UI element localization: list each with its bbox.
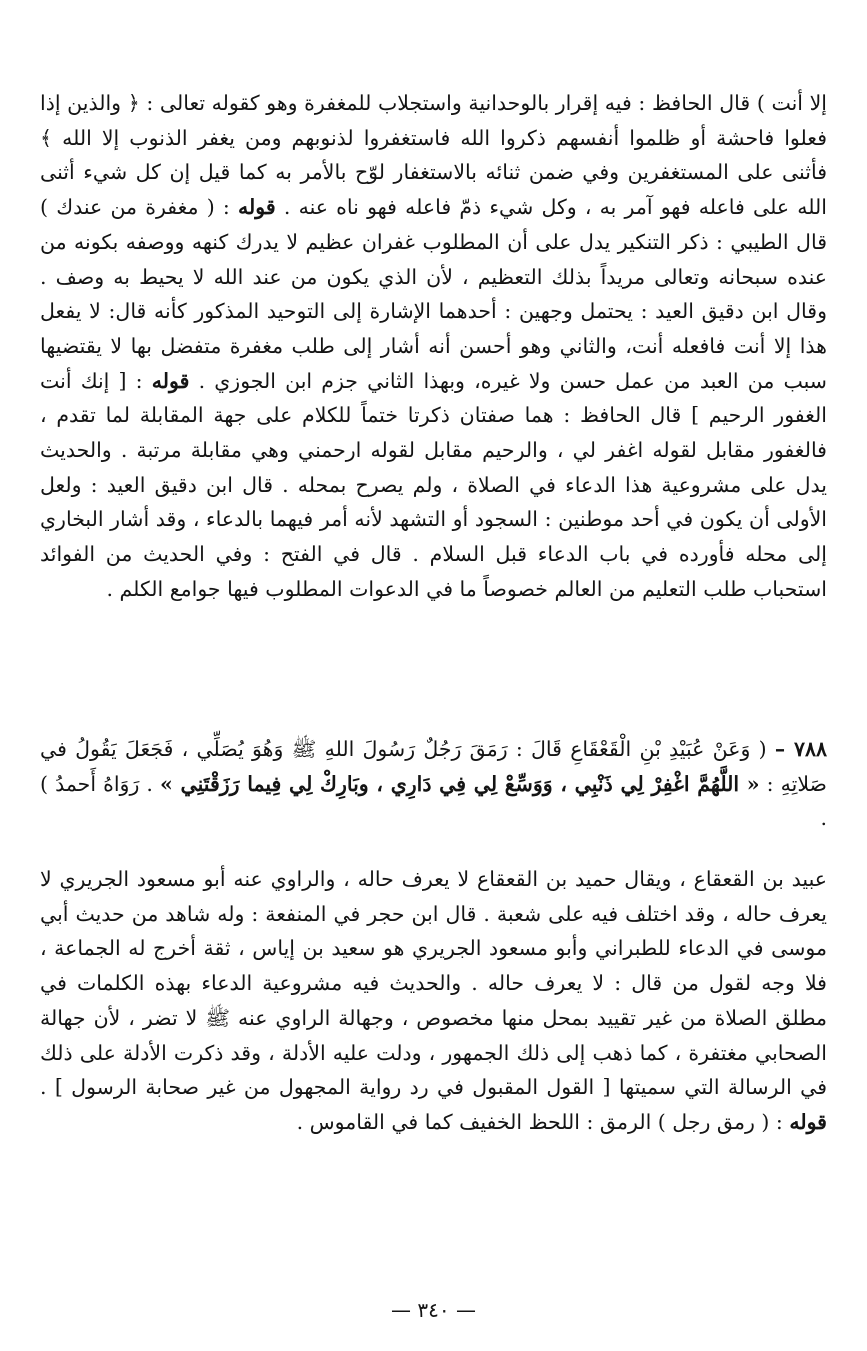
commentary-top xyxy=(40,86,827,607)
commentary-text: إلا أنت ) قال الحافظ : فيه إقرار بالوحدانية واستجلاب للمغفرة وهو كقوله تعالى : ﴿ والذين إذا فعلوا فاحشة أو ظلموا أنفسهم ذكروا الله فاستغفروا لذنوبهم ومن يغفر الذنوب إلا الله ﴾ فأثنى على المستغفرين وفي ضمن ثنائه بالاستغفار لوّح بالأمر به كما قيل إن كل شيء أثنى الله على فاعله فهو آمر به ، وكل شيء ذمّ فاعله فهو ناه عنه . xyxy=(40,91,828,220)
hadith-intro: ( وَعَنْ عُبَيْدِ بْنِ الْقَعْقَاعِ قَالَ : رَمَقَ رَجُلٌ رَسُولَ اللهِ ﷺ وَهُوَ يُصَلِّي ، فَجَعَلَ يَقُولُ في صَلاتِهِ : xyxy=(40,737,827,796)
keyword-qawluhu: قوله xyxy=(238,195,276,220)
commentary-text: : ( رمق رجل ) الرمق : اللحظ الخفيف كما في القاموس . xyxy=(296,1109,783,1134)
keyword-qawluhu: قوله xyxy=(151,368,190,393)
hadith-supplication: « اللَّهُمَّ اغْفِرْ لِي ذَنْبِي ، وَوَسِّعْ لِي فِي دَارِي ، وبَارِكْ لِي فِيما رَزَقْتَنِي » xyxy=(160,771,760,796)
page-number: — ٣٤٠ — xyxy=(391,1298,476,1322)
commentary-bottom xyxy=(40,862,827,1140)
commentary-text: عبيد بن القعقاع ، ويقال حميد بن القعقاع لا يعرف حاله ، والراوي عنه أبو مسعود الجريري لا يعرف حاله ، وقد اختلف فيه على شعبة . قال ابن حجر في المنفعة : وله شاهد من حديث أبي موسى في الدعاء للطبراني وأبو مسعود الجريري هو سعيد بن إياس ، ثقة أخرج له الجماعة ، فلا وجه لقول من قال : لا يعرف حاله . والحديث فيه مشروعية الدعاء بهذه الكلمات في مطلق الصلاة من غير تقييد بمحل منها مخصوص ، وجهالة الراوي عنه ﷺ لا تضر ، لأن جهالة الصحابي مغتفرة ، كما ذهب إلى ذلك الجمهور ، ودلت عليه الأدلة ، وقد ذكرت الأدلة على ذلك في الرسالة التي سميتها [ القول المقبول في رد رواية المجهول من غير صحابة الرسول ] . xyxy=(40,867,828,1100)
hadith-text xyxy=(40,732,827,836)
keyword-qawluhu: قوله xyxy=(789,1109,827,1134)
commentary-text: : ( مغفرة من عندك ) قال الطيبي : ذكر التنكير يدل على أن المطلوب غفران عظيم لا يدرك كنهه ووصفه بكونه من عنده سبحانه وتعالى مريداً بذلك التعظيم ، لأن الذي يكون من عند الله لا يحيط به وصف . وقال ابن دقيق العيد : يحتمل وجهين : أحدهما الإشارة إلى التوحيد المذكور كأنه قال: لا يفعل هذا إلا أنت فافعله أنت، والثاني وهو أحسن أنه أشار إلى طلب مغفرة متفضل بها لا يقتضيها سبب من العبد من عمل حسن ولا غيره، وبهذا الثاني جزم ابن الجوزي . xyxy=(40,195,827,393)
commentary-paragraph xyxy=(40,862,827,1140)
hadith-block xyxy=(40,732,827,836)
commentary-text: : [ إنك أنت الغفور الرحيم ] قال الحافظ : هما صفتان ذكرتا ختماً للكلام على جهة المقابلة لما تقدم ، فالغفور مقابل لقوله اغفر لي ، والرحيم مقابل لقوله ارحمني وهي مقابلة مرتبة . والحديث يدل على مشروعية هذا الدعاء في الصلاة ، ولم يصرح بمحله . قال ابن دقيق العيد : ولعل الأولى أن يكون في أحد موطنين : السجود أو التشهد لأنه أمر فيهما بالدعاء ، وقد أشار البخاري إلى محله فأورده في باب الدعاء قبل السلام . قال في الفتح : وفي الحديث من الفوائد استحباب طلب التعليم من العالم خصوصاً ما في الدعوات المطلوب فيها جوامع الكلم . xyxy=(40,368,827,601)
commentary-paragraph xyxy=(40,86,827,607)
hadith-ending: . رَوَاهُ أَحمدُ ) . xyxy=(40,771,827,831)
hadith-number: ٧٨٨ – xyxy=(774,737,827,761)
